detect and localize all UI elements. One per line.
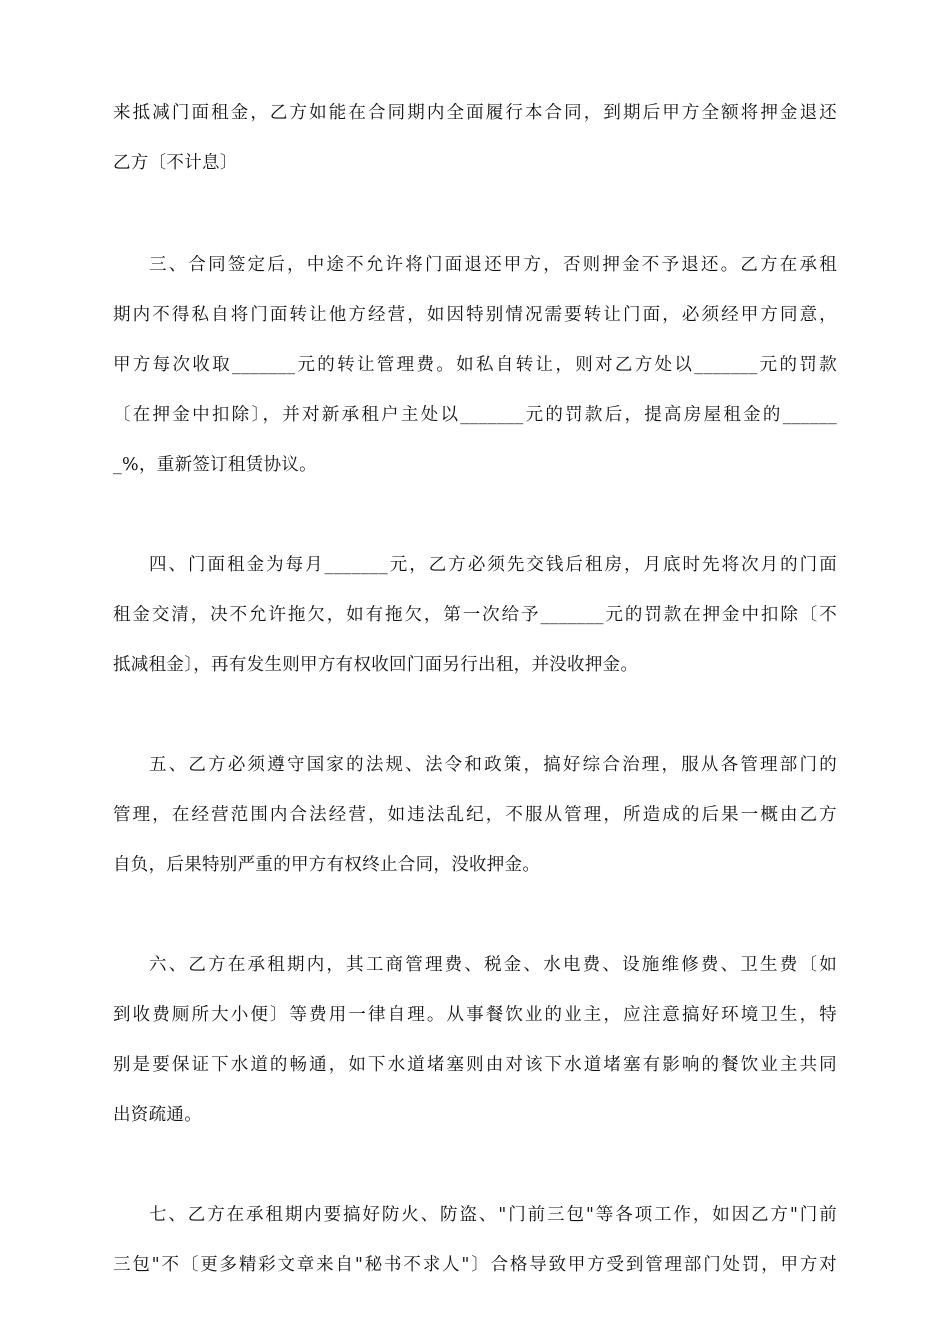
text-line: 七、乙方在承租期内要搞好防火、防盗、"门前三包"等各项工作，如因乙方"门前 xyxy=(149,1205,837,1225)
text-line: 期内不得私自将门面转让他方经营，如因特别情况需要转让门面，必须经甲方同意， xyxy=(113,305,837,325)
text-line: 乙方〔不计息〕 xyxy=(113,153,238,173)
paragraph-clause-6 xyxy=(113,940,837,1140)
paragraph-clause-4 xyxy=(113,540,837,690)
text-line: 自负，后果特别严重的甲方有权终止合同，没收押金。 xyxy=(113,855,541,875)
text-line: 五、乙方必须遵守国家的法规、法令和政策，搞好综合治理，服从各管理部门的 xyxy=(149,755,837,775)
text-line: 甲方每次收取_______元的转让管理费。如私自转让，则对乙方处以_______元的罚款 xyxy=(113,355,837,375)
text-line: 租金交清，决不允许拖欠，如有拖欠，第一次给予_______元的罚款在押金中扣除〔不 xyxy=(113,605,837,625)
text-line: 来抵减门面租金，乙方如能在合同期内全面履行本合同，到期后甲方全额将押金退还 xyxy=(113,103,837,123)
text-line: 六、乙方在承租期内，其工商管理费、税金、水电费、设施维修费、卫生费〔如 xyxy=(149,955,837,975)
paragraph-clause-7 xyxy=(113,1190,837,1290)
text-line: 到收费厕所大小便〕等费用一律自理。从事餐饮业的业主，应注意搞好环境卫生，特 xyxy=(113,1005,837,1025)
text-line: 别是要保证下水道的畅通，如下水道堵塞则由对该下水道堵塞有影响的餐饮业主共同 xyxy=(113,1055,837,1075)
text-line: 〔在押金中扣除〕，并对新承租户主处以_______元的罚款后，提高房屋租金的______ xyxy=(113,405,837,425)
text-line: 管理，在经营范围内合法经营，如违法乱纪，不服从管理，所造成的后果一概由乙方 xyxy=(113,805,837,825)
paragraph-continuation xyxy=(113,88,837,188)
text-line: _%，重新签订租赁协议。 xyxy=(113,455,317,475)
paragraph-clause-3 xyxy=(113,240,837,490)
text-line: 三包"不〔更多精彩文章来自"秘书不求人"〕合格导致甲方受到管理部门处罚，甲方对 xyxy=(113,1255,837,1275)
text-line: 三、合同签定后，中途不允许将门面退还甲方，否则押金不予退还。乙方在承租 xyxy=(149,255,837,275)
text-line: 出资疏通。 xyxy=(113,1105,202,1125)
text-line: 抵减租金〕，再有发生则甲方有权收回门面另行出租，并没收押金。 xyxy=(113,655,639,675)
text-line: 四、门面租金为每月_______元，乙方必须先交钱后租房，月底时先将次月的门面 xyxy=(149,555,837,575)
paragraph-clause-5 xyxy=(113,740,837,890)
